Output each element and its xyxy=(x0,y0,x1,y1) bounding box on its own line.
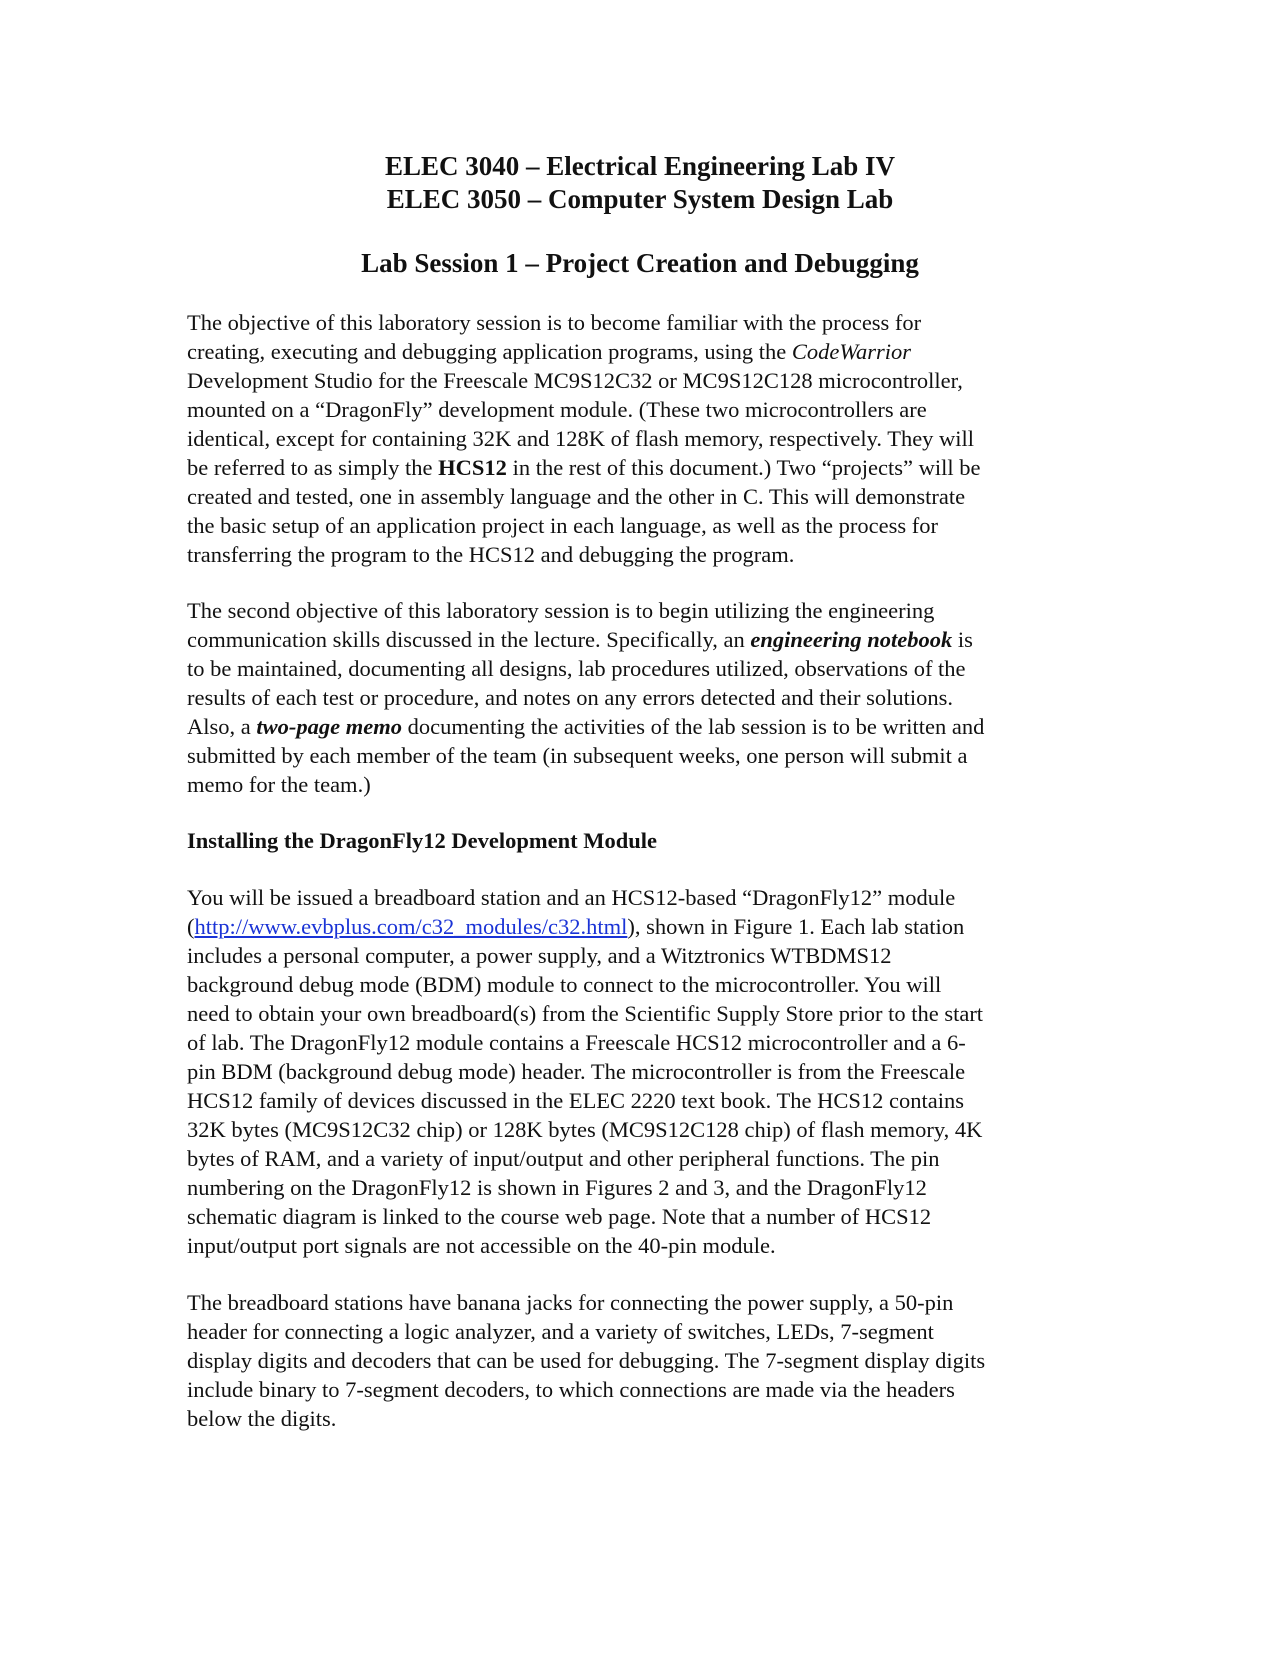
course-title-3040: ELEC 3040 – Electrical Engineering Lab IV xyxy=(384,151,895,181)
text-line: results of each test or procedure, and notes on any errors detected and their solutions. xyxy=(187,685,953,710)
text-line: creating, executing and debugging application programs, using the CodeWarrior xyxy=(187,339,912,364)
objective-paragraph-2 xyxy=(187,596,1087,799)
text-line: bytes of RAM, and a variety of input/output and other peripheral functions. The pin xyxy=(187,1146,940,1171)
text-line: submitted by each member of the team (in subsequent weeks, one person will submit a xyxy=(187,743,968,768)
two-page-memo-emphasis: two-page memo xyxy=(256,714,402,739)
text-line: of lab. The DragonFly12 module contains a Freescale HCS12 microcontroller and a 6- xyxy=(187,1030,966,1055)
text-line: header for connecting a logic analyzer, and a variety of switches, LEDs, 7-segment xyxy=(187,1319,934,1344)
text-line: the basic setup of an application project in each language, as well as the process for xyxy=(187,513,938,538)
text-line: (http://www.evbplus.com/c32_modules/c32.html), shown in Figure 1. Each lab station xyxy=(187,914,965,939)
section-heading: Installing the DragonFly12 Development Module xyxy=(187,828,657,853)
course-title-3050: ELEC 3050 – Computer System Design Lab xyxy=(386,184,894,214)
text-line: below the digits. xyxy=(187,1406,337,1431)
hcs12-bold: HCS12 xyxy=(438,455,507,480)
engineering-notebook-emphasis: engineering notebook xyxy=(750,627,953,652)
text-line: schematic diagram is linked to the course web page. Note that a number of HCS12 xyxy=(187,1204,932,1229)
text-line: mounted on a “DragonFly” development module. (These two microcontrollers are xyxy=(187,397,927,422)
text-line: numbering on the DragonFly12 is shown in Figures 2 and 3, and the DragonFly12 xyxy=(187,1175,927,1200)
text-line: memo for the team.) xyxy=(187,772,371,797)
text-line: input/output port signals are not accessible on the 40-pin module. xyxy=(187,1233,776,1258)
text-line: transferring the program to the HCS12 and debugging the program. xyxy=(187,542,795,567)
evbplus-link[interactable]: http://www.evbplus.com/c32_modules/c32.html xyxy=(194,914,628,939)
text-line: Also, a two-page memo documenting the activities of the lab session is to be written and xyxy=(187,714,985,739)
text-line: pin BDM (background debug mode) header. The microcontroller is from the Freescale xyxy=(187,1059,966,1084)
text-line: The second objective of this laboratory session is to begin utilizing the engineering xyxy=(187,598,935,623)
breadboard-paragraph xyxy=(187,1288,1087,1433)
text-line: created and tested, one in assembly language and the other in C. This will demonstrate xyxy=(187,484,966,509)
objective-paragraph-1 xyxy=(187,308,1087,569)
text-line: be referred to as simply the HCS12 in the rest of this document.) Two “projects” will be xyxy=(187,455,981,480)
text-line: Development Studio for the Freescale MC9S12C32 or MC9S12C128 microcontroller, xyxy=(187,368,963,393)
text-line: include binary to 7-segment decoders, to which connections are made via the headers xyxy=(187,1377,955,1402)
session-title: Lab Session 1 – Project Creation and Debugging xyxy=(361,248,919,278)
text-line: The objective of this laboratory session is to become familiar with the process for xyxy=(187,310,922,335)
codewarrior-emphasis: CodeWarrior xyxy=(791,339,912,364)
text-line: You will be issued a breadboard station and an HCS12-based “DragonFly12” module xyxy=(187,885,956,910)
text-line: to be maintained, documenting all designs, lab procedures utilized, observations of the xyxy=(187,656,966,681)
text-line: identical, except for containing 32K and 128K of flash memory, respectively. They will xyxy=(187,426,975,451)
text-line: need to obtain your own breadboard(s) from the Scientific Supply Store prior to the start xyxy=(187,1001,984,1026)
text-line: background debug mode (BDM) module to connect to the microcontroller. You will xyxy=(187,972,942,997)
text-line: communication skills discussed in the lecture. Specifically, an engineering notebook is xyxy=(187,627,973,652)
text-line: includes a personal computer, a power supply, and a Witztronics WTBDMS12 xyxy=(187,943,892,968)
text-line: display digits and decoders that can be used for debugging. The 7-segment display digits xyxy=(187,1348,986,1373)
text-line: 32K bytes (MC9S12C32 chip) or 128K bytes (MC9S12C128 chip) of flash memory, 4K xyxy=(187,1117,983,1142)
text-line: The breadboard stations have banana jacks for connecting the power supply, a 50-pin xyxy=(187,1290,954,1315)
text-line: HCS12 family of devices discussed in the ELEC 2220 text book. The HCS12 contains xyxy=(187,1088,964,1113)
installation-paragraph xyxy=(187,883,1087,1260)
